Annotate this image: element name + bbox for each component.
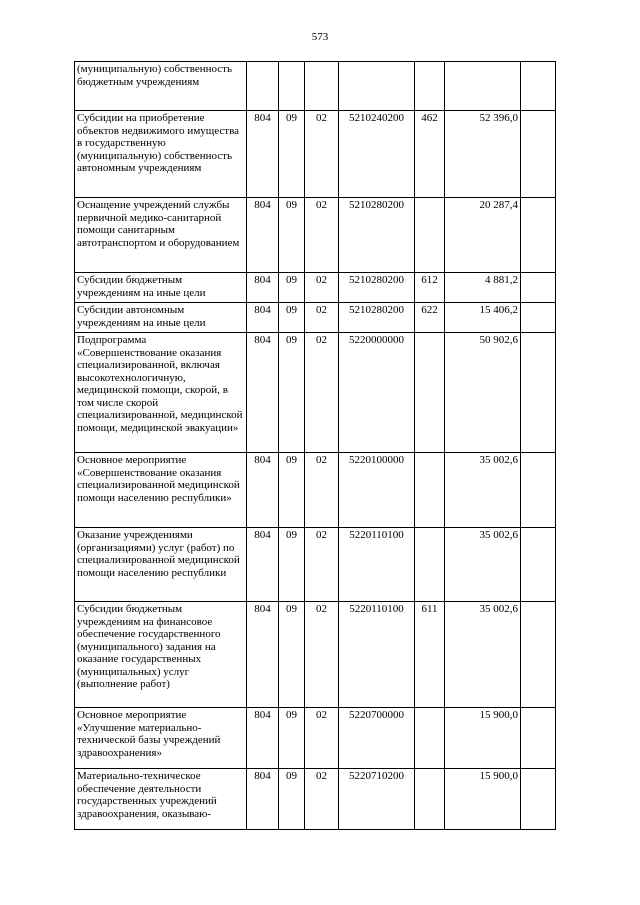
row-empty-cell bbox=[521, 303, 556, 333]
row-csr: 5220100000 bbox=[339, 453, 415, 528]
row-sum: 50 902,6 bbox=[445, 333, 521, 453]
row-vr: 612 bbox=[415, 273, 445, 303]
row-empty-cell bbox=[521, 111, 556, 198]
budget-table bbox=[74, 61, 556, 830]
row-vr bbox=[415, 333, 445, 453]
row-empty-cell bbox=[521, 273, 556, 303]
row-ved: 804 bbox=[247, 708, 279, 769]
table-row bbox=[75, 198, 556, 273]
row-pr: 02 bbox=[305, 273, 339, 303]
row-vr bbox=[415, 198, 445, 273]
row-csr: 5220110100 bbox=[339, 602, 415, 708]
row-pr: 02 bbox=[305, 453, 339, 528]
row-name: Основное мероприятие «Совершенствование оказания специализированной медицинской помощи населению республики» bbox=[75, 453, 247, 528]
row-rz: 09 bbox=[279, 708, 305, 769]
row-rz: 09 bbox=[279, 333, 305, 453]
row-pr: 02 bbox=[305, 198, 339, 273]
row-name: (муниципальную) собственность бюджетным учреждениям bbox=[75, 62, 247, 111]
row-sum: 35 002,6 bbox=[445, 602, 521, 708]
row-sum: 15 900,0 bbox=[445, 708, 521, 769]
row-pr: 02 bbox=[305, 769, 339, 830]
row-pr: 02 bbox=[305, 303, 339, 333]
row-csr: 5210240200 bbox=[339, 111, 415, 198]
table-row bbox=[75, 769, 556, 830]
row-ved: 804 bbox=[247, 602, 279, 708]
row-sum: 4 881,2 bbox=[445, 273, 521, 303]
table-row bbox=[75, 111, 556, 198]
row-csr: 5220000000 bbox=[339, 333, 415, 453]
row-ved: 804 bbox=[247, 111, 279, 198]
row-rz bbox=[279, 62, 305, 111]
row-ved: 804 bbox=[247, 333, 279, 453]
row-csr: 5210280200 bbox=[339, 303, 415, 333]
row-name: Субсидии бюджетным учреждениям на финансовое обеспечение государственного (муниципального) задания на оказание государственных (муниципальных) услуг (выполнение работ) bbox=[75, 602, 247, 708]
row-ved: 804 bbox=[247, 769, 279, 830]
row-sum: 15 900,0 bbox=[445, 769, 521, 830]
row-rz: 09 bbox=[279, 111, 305, 198]
table-row bbox=[75, 453, 556, 528]
table-row bbox=[75, 602, 556, 708]
row-name: Материально-техническое обеспечение деятельности государственных учреждений здравоохранения, оказываю- bbox=[75, 769, 247, 830]
row-rz: 09 bbox=[279, 769, 305, 830]
row-rz: 09 bbox=[279, 453, 305, 528]
row-ved: 804 bbox=[247, 198, 279, 273]
row-rz: 09 bbox=[279, 198, 305, 273]
row-csr: 5220110100 bbox=[339, 528, 415, 602]
row-pr: 02 bbox=[305, 111, 339, 198]
table-row bbox=[75, 333, 556, 453]
row-ved: 804 bbox=[247, 273, 279, 303]
row-vr: 622 bbox=[415, 303, 445, 333]
row-empty-cell bbox=[521, 602, 556, 708]
row-empty-cell bbox=[521, 528, 556, 602]
row-csr: 5210280200 bbox=[339, 273, 415, 303]
row-empty-cell bbox=[521, 333, 556, 453]
row-rz: 09 bbox=[279, 528, 305, 602]
table-row bbox=[75, 303, 556, 333]
row-csr: 5220710200 bbox=[339, 769, 415, 830]
row-ved: 804 bbox=[247, 303, 279, 333]
row-sum: 15 406,2 bbox=[445, 303, 521, 333]
row-pr: 02 bbox=[305, 528, 339, 602]
row-empty-cell bbox=[521, 62, 556, 111]
row-rz: 09 bbox=[279, 303, 305, 333]
row-pr: 02 bbox=[305, 708, 339, 769]
page-number: 573 bbox=[311, 31, 329, 43]
row-vr: 462 bbox=[415, 111, 445, 198]
row-pr bbox=[305, 62, 339, 111]
row-csr: 5220700000 bbox=[339, 708, 415, 769]
row-name: Субсидии автономным учреждениям на иные цели bbox=[75, 303, 247, 333]
row-pr: 02 bbox=[305, 333, 339, 453]
row-vr bbox=[415, 708, 445, 769]
row-csr: 5210280200 bbox=[339, 198, 415, 273]
row-sum: 35 002,6 bbox=[445, 528, 521, 602]
row-empty-cell bbox=[521, 453, 556, 528]
row-vr bbox=[415, 769, 445, 830]
row-name: Оказание учреждениями (организациями) услуг (работ) по специализированной медицинской помощи населению республики bbox=[75, 528, 247, 602]
row-ved: 804 bbox=[247, 453, 279, 528]
row-rz: 09 bbox=[279, 273, 305, 303]
row-vr: 611 bbox=[415, 602, 445, 708]
row-vr bbox=[415, 528, 445, 602]
row-ved: 804 bbox=[247, 528, 279, 602]
row-empty-cell bbox=[521, 769, 556, 830]
row-name: Оснащение учреждений службы первичной медико-санитарной помощи санитарным автотранспортом и оборудованием bbox=[75, 198, 247, 273]
table-row bbox=[75, 708, 556, 769]
row-empty-cell bbox=[521, 708, 556, 769]
row-name: Субсидии бюджетным учреждениям на иные цели bbox=[75, 273, 247, 303]
row-vr bbox=[415, 62, 445, 111]
table-row bbox=[75, 528, 556, 602]
row-sum: 52 396,0 bbox=[445, 111, 521, 198]
table-row bbox=[75, 62, 556, 111]
row-vr bbox=[415, 453, 445, 528]
table-row bbox=[75, 273, 556, 303]
row-sum bbox=[445, 62, 521, 111]
row-rz: 09 bbox=[279, 602, 305, 708]
row-sum: 20 287,4 bbox=[445, 198, 521, 273]
row-name: Основное мероприятие «Улучшение материально-технической базы учреждений здравоохранения» bbox=[75, 708, 247, 769]
row-pr: 02 bbox=[305, 602, 339, 708]
row-sum: 35 002,6 bbox=[445, 453, 521, 528]
row-name: Субсидии на приобретение объектов недвижимого имущества в государственную (муниципальную) собственность автономным учреждениям bbox=[75, 111, 247, 198]
row-ved bbox=[247, 62, 279, 111]
row-csr bbox=[339, 62, 415, 111]
row-empty-cell bbox=[521, 198, 556, 273]
row-name: Подпрограмма «Совершенствование оказания специализированной, включая высокотехнологичную, медицинской помощи, скорой, в том числе скорой специализированной, медицинской помощи, медицинской эвакуации» bbox=[75, 333, 247, 453]
